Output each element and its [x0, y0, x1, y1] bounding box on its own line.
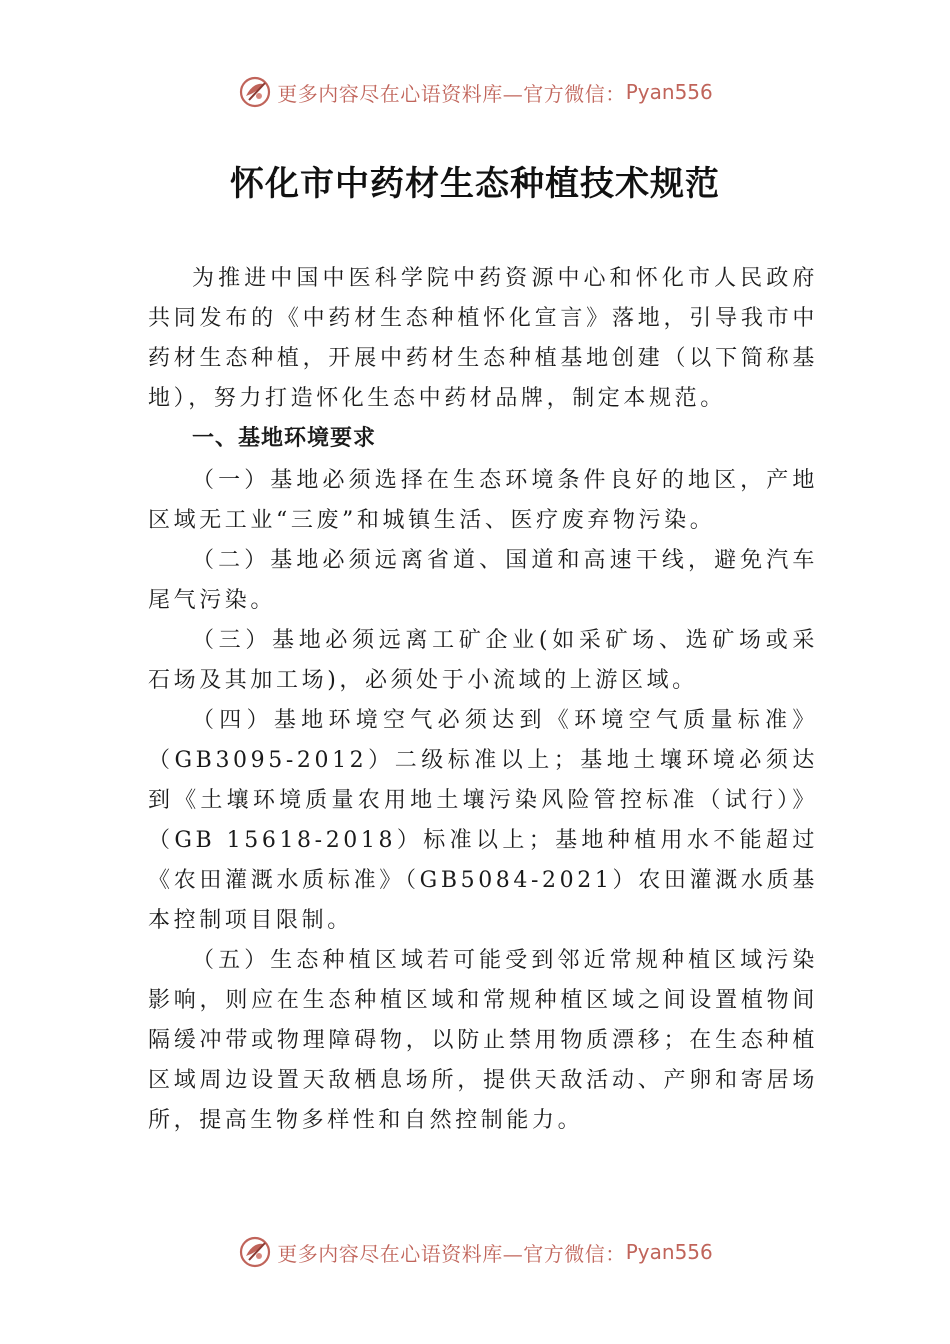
watermark-wechat-id: Pyan556 [625, 1240, 713, 1264]
watermark-banner-bottom [0, 1232, 950, 1272]
section-heading: 一、基地环境要求 [192, 426, 377, 451]
list-item: （四）基地环境空气必须达到《环境空气质量标准》（GB3095-2012）二级标准以上；基地土壤环境必须达到《土壤环境质量农用地土壤污染风险管控标准（试行）》（GB 15618-2018）标准以上；基地种植用水不能超过《农田灌溉水质标准》（GB5084-2021）农田灌溉水质基本控制项目限制。 [148, 708, 818, 933]
intro-paragraph: 为推进中国中医科学院中药资源中心和怀化市人民政府共同发布的《中药材生态种植怀化宣言》落地，引导我市中药材生态种植，开展中药材生态种植基地创建（以下简称基地），努力打造怀化生态中药材品牌，制定本规范。 [148, 266, 818, 411]
watermark-logo-icon [237, 74, 273, 110]
list-item: （一）基地必须选择在生态环境条件良好的地区，产地区域无工业“三废”和城镇生活、医疗废弃物污染。 [148, 468, 818, 533]
watermark-logo-icon [237, 1234, 273, 1270]
list-item: （五）生态种植区域若可能受到邻近常规种植区域污染影响，则应在生态种植区域和常规种植区域之间设置植物间隔缓冲带或物理障碍物，以防止禁用物质漂移；在生态种植区域周边设置天敌栖息场所，提供天敌活动、产卵和寄居场所，提高生物多样性和自然控制能力。 [148, 948, 818, 1133]
watermark-text: 更多内容尽在心语资料库—官方微信： [277, 81, 626, 106]
watermark-text: 更多内容尽在心语资料库—官方微信： [277, 1241, 626, 1266]
list-item: （三）基地必须远离工矿企业(如采矿场、选矿场或采石场及其加工场)，必须处于小流域的上游区域。 [148, 628, 818, 693]
document-body [148, 259, 818, 1141]
watermark-wechat-id: Pyan556 [625, 80, 713, 104]
list-item: （二）基地必须远离省道、国道和高速干线，避免汽车尾气污染。 [148, 548, 818, 613]
document-title: 怀化市中药材生态种植技术规范 [230, 164, 720, 204]
watermark-banner-top [0, 72, 950, 112]
